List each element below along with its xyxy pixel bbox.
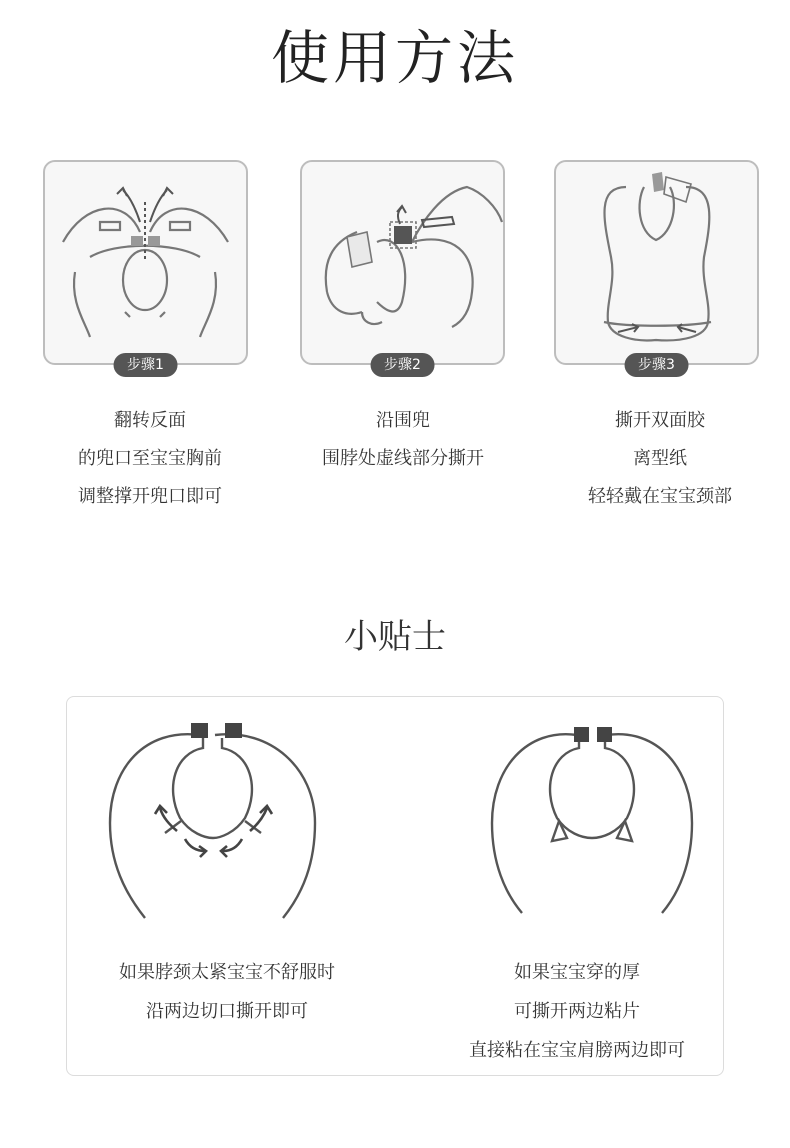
step-1-description bbox=[25, 402, 275, 516]
bib-tear-illustration bbox=[302, 162, 503, 363]
step-3-line-2: 离型纸 bbox=[633, 448, 687, 469]
step-1-illustration bbox=[43, 160, 248, 373]
step-3-line-3: 轻轻戴在宝宝颈部 bbox=[588, 486, 732, 507]
bib-wear-illustration bbox=[556, 162, 757, 363]
step-1-line-3: 调整撑开兜口即可 bbox=[78, 486, 222, 507]
tip-2-line-3: 直接粘在宝宝肩膀两边即可 bbox=[469, 1040, 685, 1061]
step-3-badge: 步骤3 bbox=[624, 353, 689, 377]
step-3-description bbox=[535, 402, 785, 516]
tips-panel bbox=[66, 696, 724, 1076]
tip-2-line-1: 如果宝宝穿的厚 bbox=[514, 962, 640, 983]
step-3-illustration bbox=[554, 160, 759, 373]
step-1-line-2: 的兜口至宝宝胸前 bbox=[78, 448, 222, 469]
step-3-line-1: 撕开双面胶 bbox=[615, 410, 705, 431]
step-1-line-1: 翻转反面 bbox=[114, 410, 186, 431]
step-2-line-2: 围脖处虚线部分撕开 bbox=[322, 448, 484, 469]
page-title: 使用方法 bbox=[270, 24, 519, 92]
tip-2-illustration bbox=[487, 713, 697, 923]
tip-2-description bbox=[437, 953, 717, 1070]
tip-1-line-1: 如果脖颈太紧宝宝不舒服时 bbox=[119, 962, 335, 983]
step-2-illustration bbox=[300, 160, 505, 373]
tip-1-line-2: 沿两边切口撕开即可 bbox=[146, 1001, 308, 1022]
tip-1-illustration bbox=[105, 713, 325, 923]
step-2-description bbox=[278, 402, 528, 478]
step-1-badge: 步骤1 bbox=[113, 353, 178, 377]
tips-title: 小贴士 bbox=[344, 617, 446, 657]
tip-1-description bbox=[77, 953, 377, 1031]
step-2-badge: 步骤2 bbox=[370, 353, 435, 377]
tip-2-line-2: 可撕开两边粘片 bbox=[514, 1001, 640, 1022]
bib-flip-illustration bbox=[45, 162, 246, 363]
step-2-line-1: 沿围兜 bbox=[376, 410, 430, 431]
